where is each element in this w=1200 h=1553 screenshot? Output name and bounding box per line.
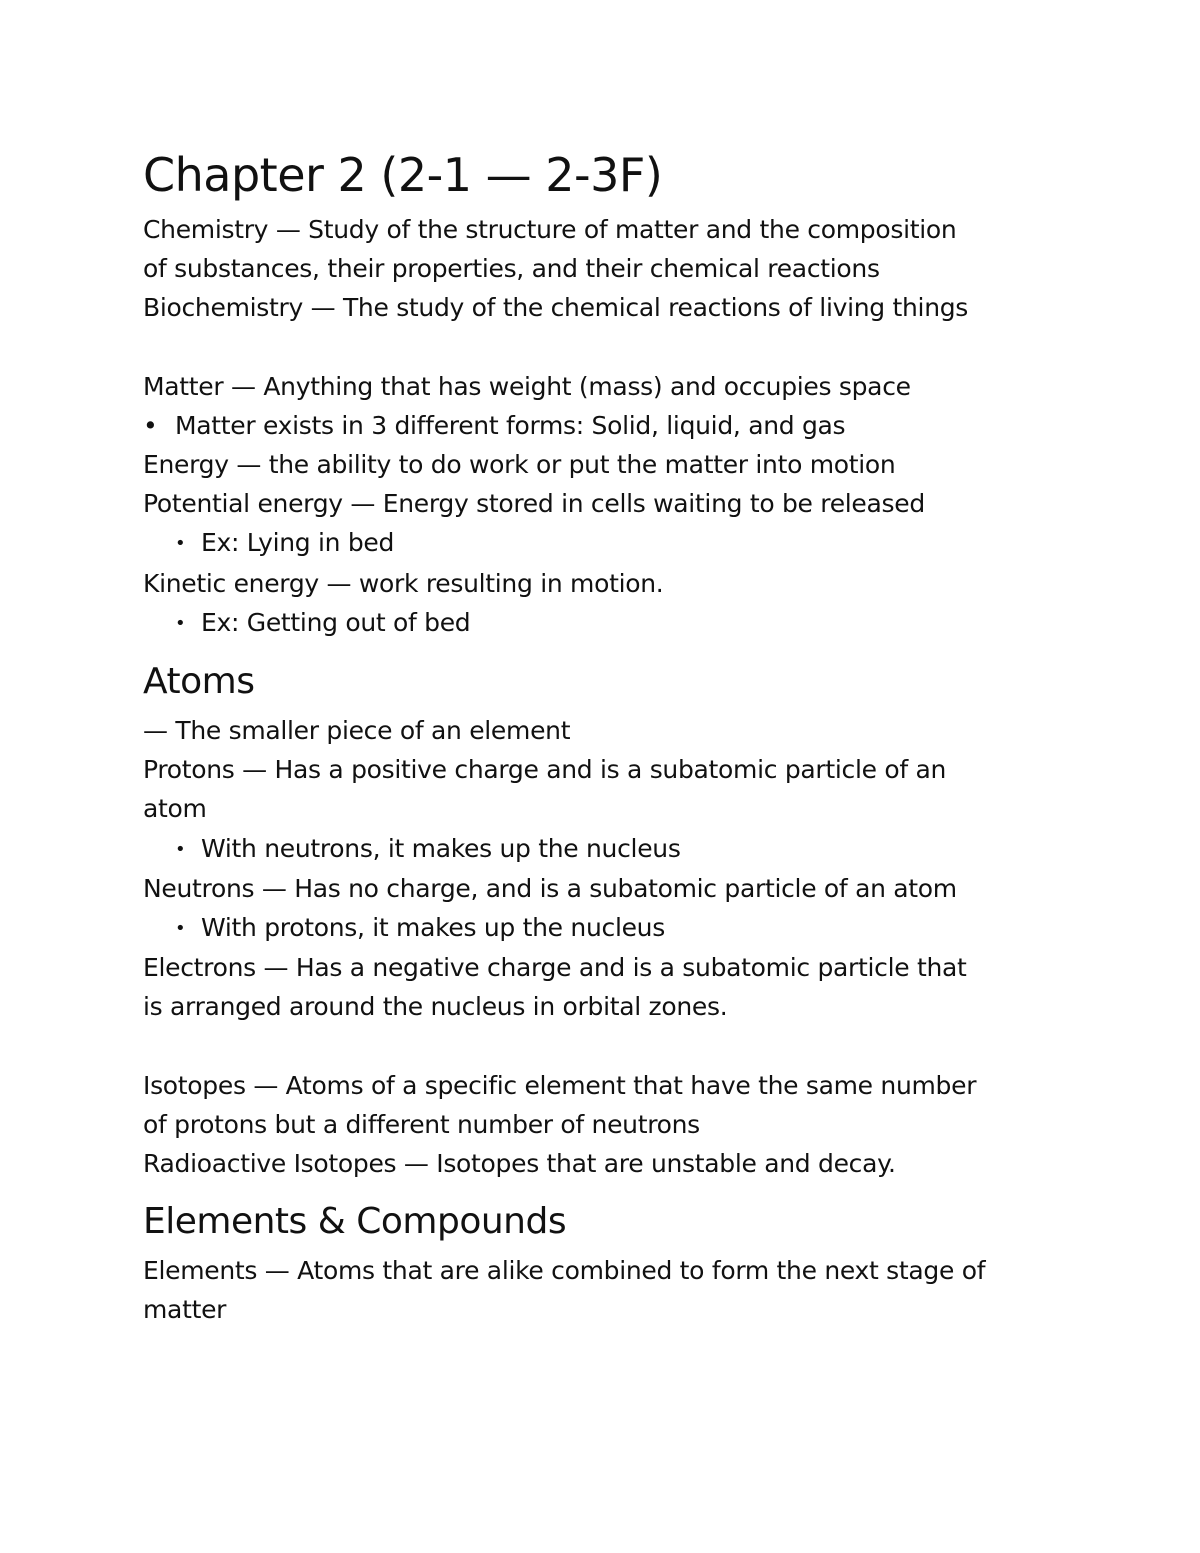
atoms-section <box>143 653 1073 1183</box>
atoms-definition: — The smaller piece of an element <box>143 716 571 746</box>
electrons-definition: Electrons — Has a negative charge and is a subatomic particle that <box>143 953 967 983</box>
bullet-icon: • <box>175 533 186 555</box>
protons-definition-cont: atom <box>143 794 207 824</box>
chemistry-definition: Chemistry — Study of the structure of matter and the composition <box>143 215 957 244</box>
protons-definition: Protons — Has a positive charge and is a subatomic particle of an <box>143 755 947 785</box>
potential-energy-definition: Potential energy — Energy stored in cells waiting to be released <box>143 489 925 519</box>
kinetic-energy-definition: Kinetic energy — work resulting in motion. <box>143 568 664 598</box>
matter-definition: Matter — Anything that has weight (mass) and occupies space <box>143 371 911 401</box>
kinetic-energy-example: Ex: Getting out of bed <box>201 607 471 637</box>
intro-section <box>143 210 1073 328</box>
matter-forms: Matter exists in 3 different forms: Solid, liquid, and gas <box>175 410 846 440</box>
energy-definition: Energy — the ability to do work or put the matter into motion <box>143 450 896 480</box>
neutrons-definition: Neutrons — Has no charge, and is a subatomic particle of an atom <box>143 873 957 903</box>
elements-definition: Elements — Atoms that are alike combined to form the next stage of <box>143 1256 986 1286</box>
elements-heading: Elements & Compounds <box>143 1201 567 1243</box>
biochemistry-definition: Biochemistry — The study of the chemical reactions of living things <box>143 293 969 323</box>
list-item <box>143 406 1073 445</box>
list-item <box>143 908 1073 948</box>
radioactive-isotopes-definition: Radioactive Isotopes — Isotopes that are unstable and decay. <box>143 1149 896 1179</box>
bullet-icon: • <box>143 410 158 440</box>
neutrons-note: With protons, it makes up the nucleus <box>201 913 665 943</box>
isotopes-definition-cont: of protons but a different number of neutrons <box>143 1109 700 1139</box>
elements-definition-cont: matter <box>143 1295 227 1325</box>
list-item <box>143 523 1073 563</box>
bullet-icon: • <box>175 918 186 940</box>
list-item <box>143 829 1073 869</box>
atoms-heading: Atoms <box>143 661 255 703</box>
page-title: Chapter 2 (2-1 — 2-3F) <box>143 148 663 202</box>
isotopes-definition: Isotopes — Atoms of a specific element that have the same number <box>143 1070 977 1100</box>
potential-energy-example: Ex: Lying in bed <box>201 528 395 558</box>
chemistry-definition-cont: of substances, their properties, and their chemical reactions <box>143 254 880 284</box>
list-item <box>143 603 1073 643</box>
bullet-icon: • <box>175 612 186 634</box>
note-page <box>143 140 1073 1330</box>
electrons-definition-cont: is arranged around the nucleus in orbital zones. <box>143 992 728 1022</box>
protons-note: With neutrons, it makes up the nucleus <box>201 833 681 863</box>
elements-section <box>143 1193 1073 1329</box>
bullet-icon: • <box>175 838 186 860</box>
matter-section <box>143 367 1073 643</box>
